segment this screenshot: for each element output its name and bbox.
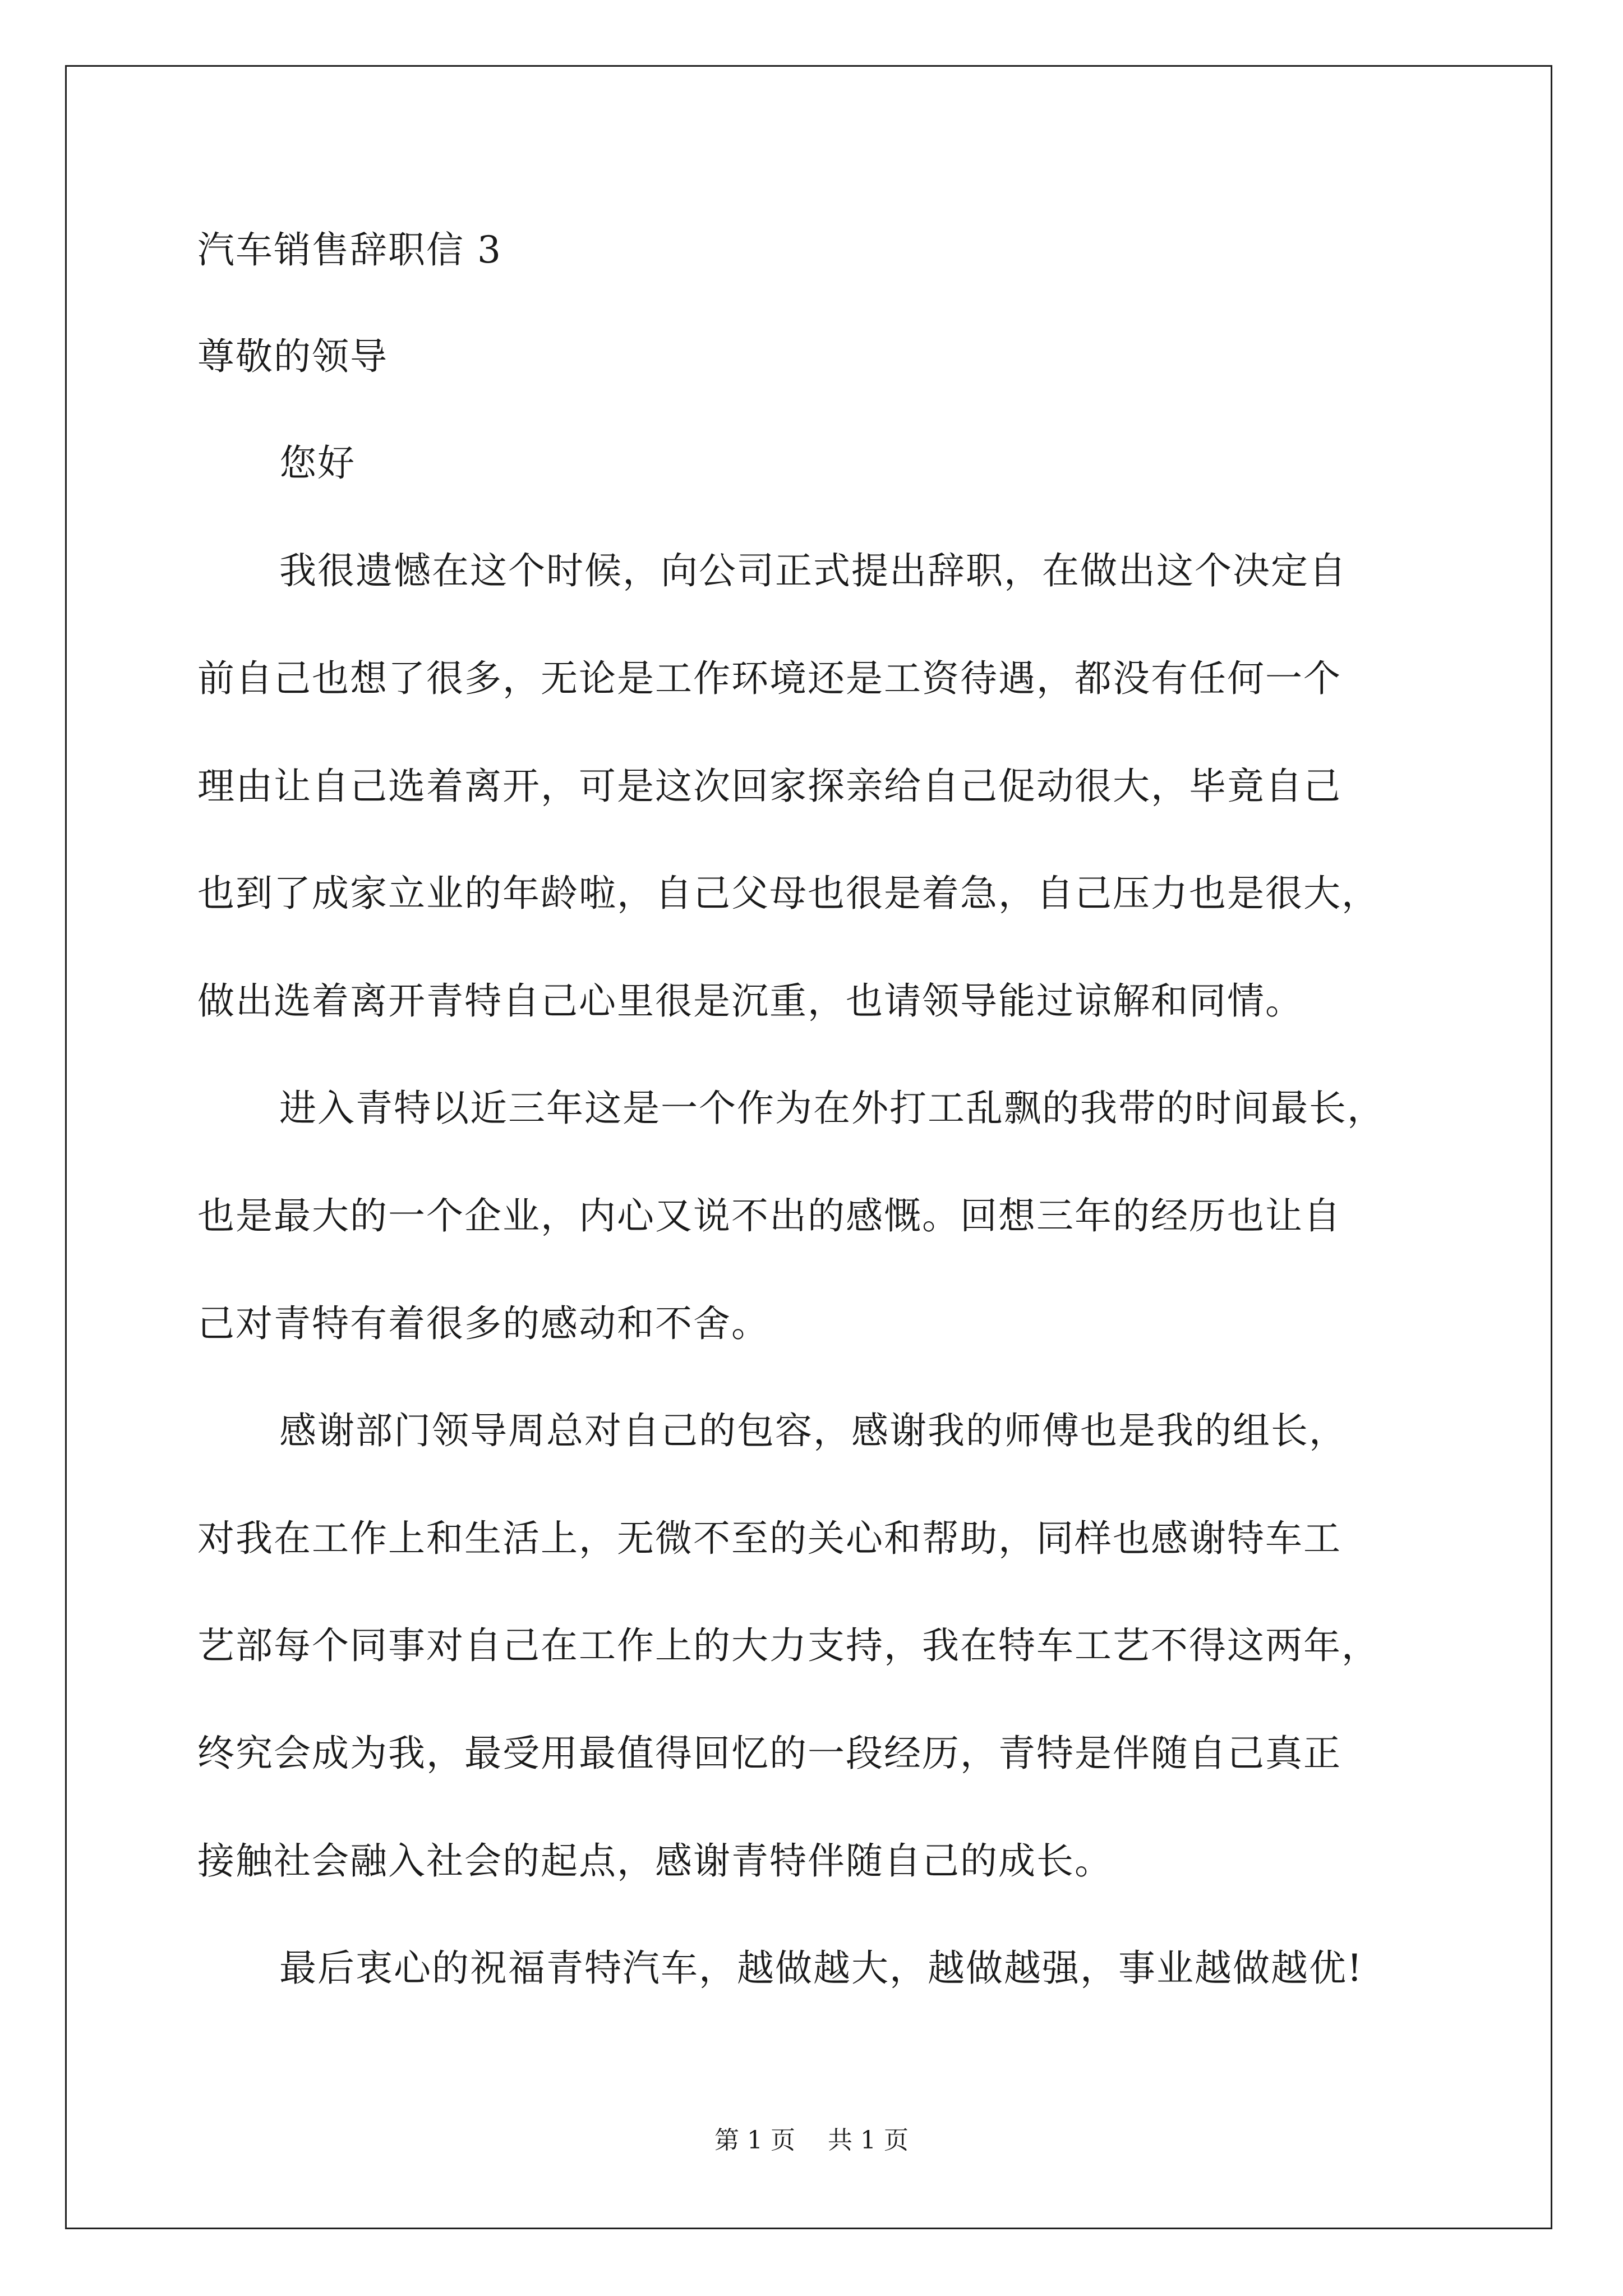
paragraph-3-line-2: 对我在工作上和生活上，无微不至的关心和帮助，同样也感谢特车工 — [197, 1517, 1341, 1560]
paragraph-2-line-2: 也是最大的一个企业，内心又说不出的感慨。回想三年的经历也让自 — [197, 1194, 1341, 1237]
paragraph-3-line-3: 艺部每个同事对自己在工作上的大力支持，我在特车工艺不得这两年， — [197, 1624, 1380, 1667]
paragraph-3-line-4: 终究会成为我，最受用最值得回忆的一段经历，青特是伴随自己真正 — [197, 1732, 1341, 1775]
paragraph-1-line-2: 前自己也想了很多，无论是工作环境还是工资待遇，都没有任何一个 — [197, 657, 1341, 700]
paragraph-2-line-1: 进入青特以近三年这是一个作为在外打工乱飘的我带的时间最长， — [279, 1087, 1385, 1130]
paragraph-1-line-3: 理由让自己选着离开，可是这次回家探亲给自己促动很大，毕竟自己 — [197, 765, 1341, 808]
salutation: 尊敬的领导 — [197, 335, 388, 378]
greeting: 您好 — [279, 441, 356, 485]
paragraph-2-line-3: 己对青特有着很多的感动和不舍。 — [197, 1302, 769, 1345]
paragraph-3-line-1: 感谢部门领导周总对自己的包容，感谢我的师傅也是我的组长， — [279, 1409, 1347, 1452]
page-number-footer: 第 1 页 共 1 页 — [714, 2126, 909, 2155]
paragraph-1-line-1: 我很遗憾在这个时候，向公司正式提出辞职，在做出这个决定自 — [279, 549, 1347, 592]
paragraph-3-line-5: 接触社会融入社会的起点，感谢青特伴随自己的成长。 — [197, 1839, 1113, 1883]
paragraph-1-line-5: 做出选着离开青特自己心里很是沉重，也请领导能过谅解和同情。 — [197, 979, 1303, 1023]
letter-title: 汽车销售辞职信 3 — [197, 228, 502, 272]
paragraph-1-line-4: 也到了成家立业的年龄啦，自己父母也很是着急，自己压力也是很大， — [197, 872, 1380, 915]
page-border — [65, 65, 1552, 2229]
paragraph-4-line-1: 最后衷心的祝福青特汽车，越做越大，越做越强，事业越做越优! — [279, 1947, 1363, 1990]
